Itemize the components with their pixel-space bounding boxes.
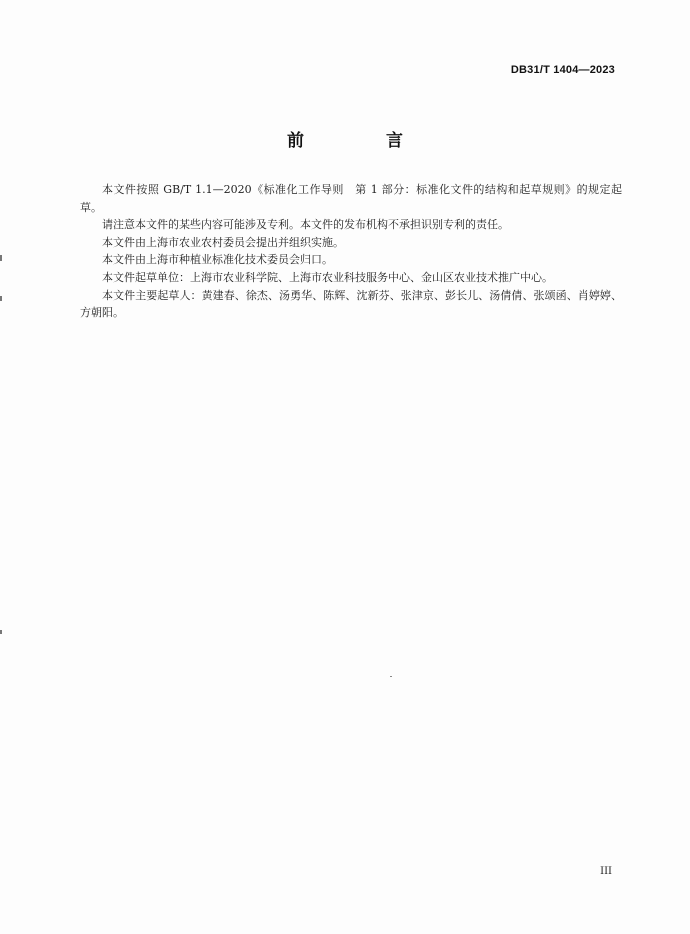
scan-edge-mark <box>0 296 2 301</box>
scan-edge-mark <box>0 255 2 261</box>
document-code: DB31/T 1404—2023 <box>510 64 615 76</box>
scan-speck <box>390 676 392 677</box>
paragraph-drafting-units: 本文件起草单位：上海市农业科学院、上海市农业科技服务中心、金山区农业技术推广中心。 <box>102 270 553 284</box>
page-title: 前 言 <box>287 131 441 151</box>
paragraph-drafters: 本文件主要起草人：黄建春、徐杰、汤勇华、陈辉、沈新芬、张津京、彭长儿、汤倩倩、张颂函、肖婷婷、方朝阳。 <box>80 288 622 320</box>
paragraph-drafting-rules: 本文件按照 GB/T 1.1—2020《标准化工作导则 第 1 部分：标准化文件的结构和起草规则》的规定起草。 <box>80 183 622 214</box>
page-number: III <box>600 866 612 877</box>
paragraph-proposer: 本文件由上海市农业农村委员会提出并组织实施。 <box>102 235 344 249</box>
foreword-body <box>80 181 622 322</box>
paragraph-patent-notice: 请注意本文件的某些内容可能涉及专利。本文件的发布机构不承担识别专利的责任。 <box>102 218 509 232</box>
scan-edge-mark <box>0 630 2 634</box>
paragraph-technical-committee: 本文件由上海市种植业标准化技术委员会归口。 <box>102 253 333 267</box>
